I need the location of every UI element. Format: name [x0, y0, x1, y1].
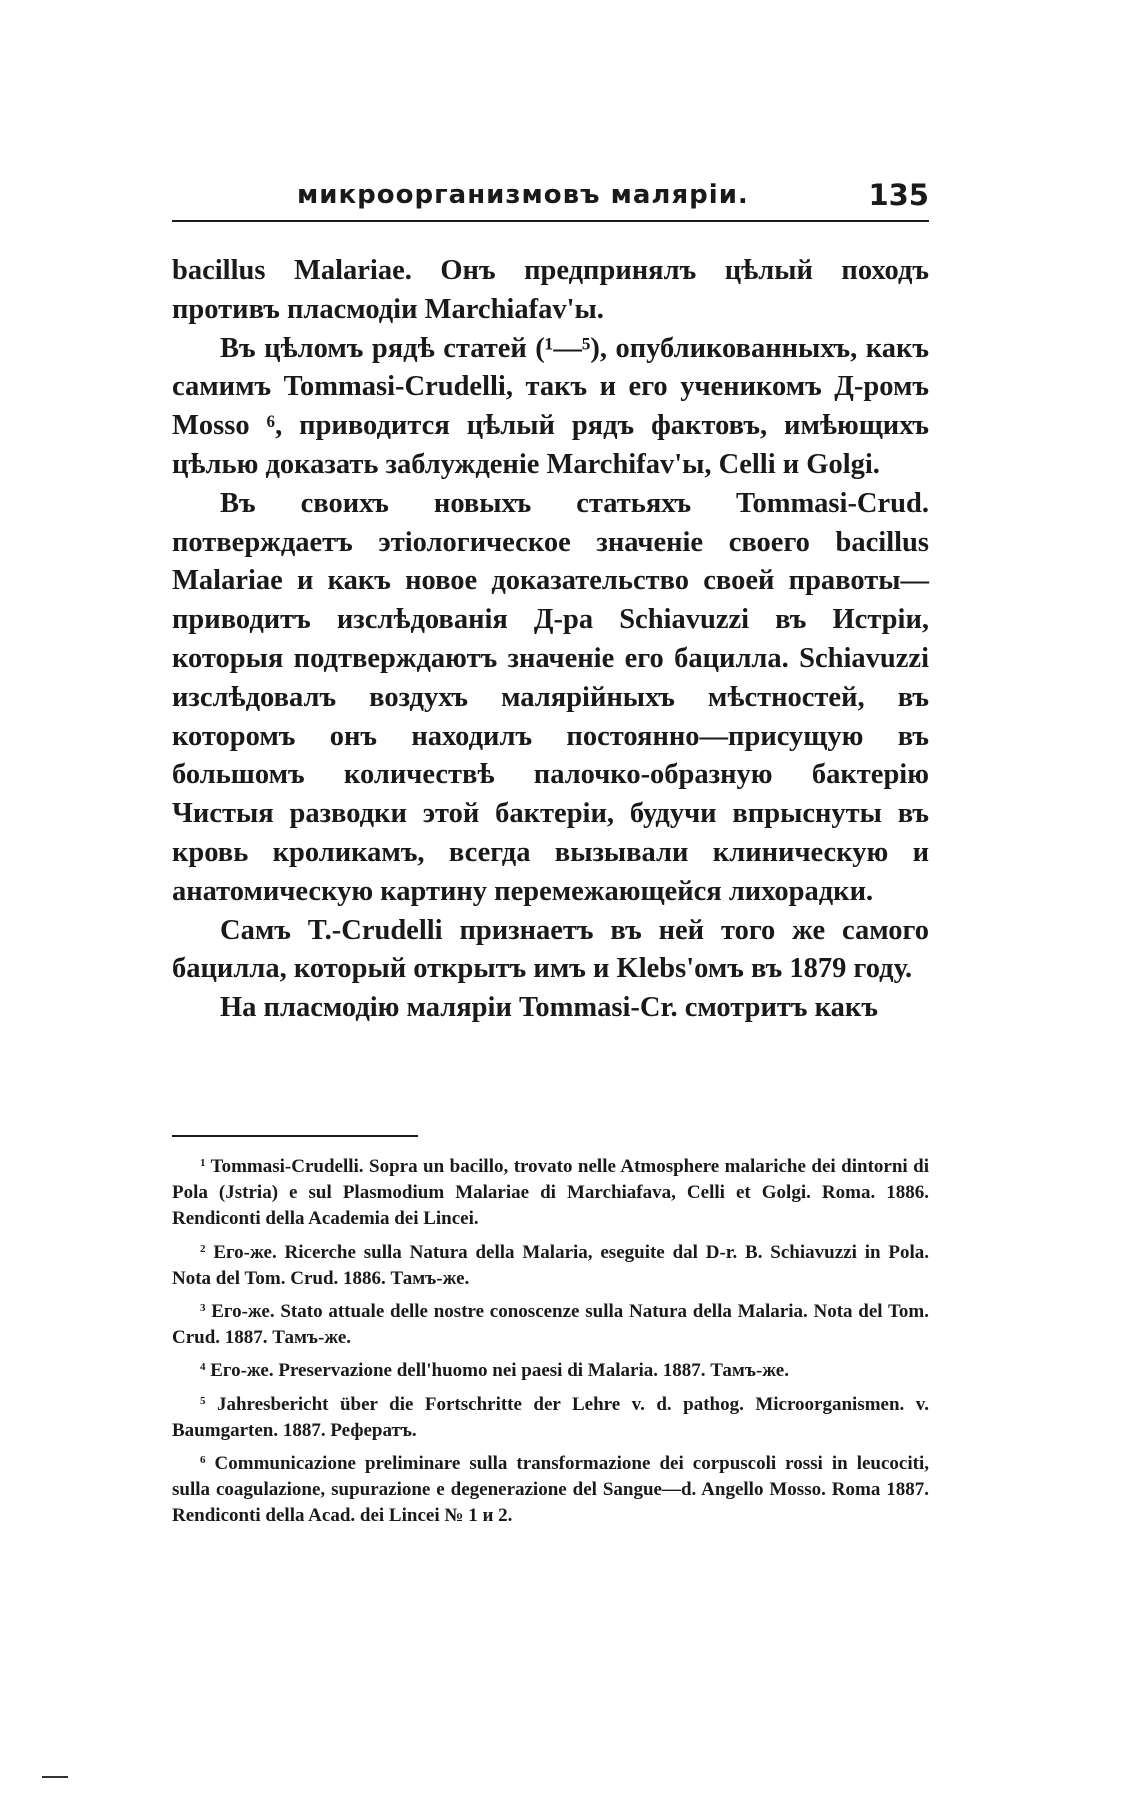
paragraph-3: Въ своихъ новыхъ статьяхъ Tommasi-Crud. потверждаетъ этіологическое значеніе своего bacillus Malariae и какъ новое доказательство своей правоты—приводитъ изслѣдованія Д-ра Schiavuzzi въ Истріи, которыя подтверждаютъ значеніе его бацилла. Schiavuzzi изслѣдовалъ воздухъ малярійныхъ мѣстностей, въ которомъ онъ находилъ постоянно—присущую въ большомъ количествѣ палочко-образную бактерію Чистыя разводки этой бактеріи, будучи впрыснуты въ кровь кроликамъ, всегда вызывали клиническую и анатомическую картину перемежающейся лихорадки.: [172, 487, 929, 907]
footnote-divider: [172, 1135, 418, 1137]
footnote-mark: 5: [200, 1394, 206, 1407]
footnote: [172, 1236, 929, 1292]
paragraph-2: Въ цѣломъ рядѣ статей (¹—⁵), опубликованныхъ, какъ самимъ Tommasi-Crudelli, такъ и его ученикомъ Д-ромъ Mosso ⁶, приводится цѣлый рядъ фактовъ, имѣющихъ цѣлью доказать заблужденіе Marchifav'ы, Celli и Golgi.: [172, 332, 929, 480]
footnote-text: Communicazione preliminare sulla transformazione dei corpuscoli rossi in leucociti, sulla coagulazione, supurazione e degenerazione del Sangue—d. Angello Mosso. Roma 1887. Rendiconti della Acad. dei Lincei № 1 и 2.: [172, 1453, 930, 1527]
running-title: микроорганизмовъ маляріи.: [297, 180, 749, 210]
footnote-text: Его-же. Preservazione dell'huomo nei paesi di Malaria. 1887. Тамъ-же.: [210, 1360, 789, 1382]
footnote-text: Его-же. Ricerche sulla Natura della Malaria, eseguite dal D-r. B. Schiavuzzi in Pola. Nota del Tom. Crud. 1886. Тамъ-же.: [172, 1241, 930, 1289]
footnote: [172, 1295, 929, 1351]
paragraph-4: Самъ T.-Crudelli признаетъ въ ней того же самого бацилла, который открытъ имъ и Klebs'омъ въ 1879 году.: [172, 914, 929, 985]
footnote-mark: 1: [200, 1157, 206, 1169]
footnote-mark: 4: [200, 1361, 206, 1374]
paragraph-5: На пласмодію маляріи Tommasi-Cr. смотритъ какъ: [220, 992, 878, 1024]
footnote: [172, 1447, 929, 1530]
main-text: [172, 252, 929, 1028]
footnote-mark: 2: [200, 1242, 206, 1255]
footnote: [172, 1150, 929, 1233]
scan-edge-mark: [42, 1776, 68, 1778]
page-number: 135: [868, 178, 929, 212]
footnote-mark: 6: [200, 1454, 206, 1467]
footnote-text: Jahresbericht über die Fortschritte der Lehre v. d. pathog. Microorganismen. v. Baumgarten. 1887. Рефератъ.: [172, 1393, 929, 1441]
paragraph-1: bacillus Malariae. Онъ предпринялъ цѣлый походъ противъ пласмодіи Marchiafav'ы.: [172, 255, 929, 325]
footnote-mark: 3: [200, 1302, 206, 1315]
page-header: [172, 180, 929, 222]
footnote: [172, 1388, 929, 1444]
footnotes: [172, 1150, 929, 1533]
footnote: [172, 1354, 929, 1384]
footnote-text: Его-же. Stato attuale delle nostre conoscenze sulla Natura della Malaria. Nota del Tom. Crud. 1887. Тамъ-же.: [172, 1301, 929, 1349]
footnote-text: Tommasi-Crudelli. Sopra un bacillo, trovato nelle Atmosphere malariche dei dintorni di Pola (Jstria) e sul Plasmodium Malariae di Marchiafava, Celli et Golgi. Roma. 1886. Rendiconti della Academia dei Lincei.: [172, 1156, 929, 1230]
